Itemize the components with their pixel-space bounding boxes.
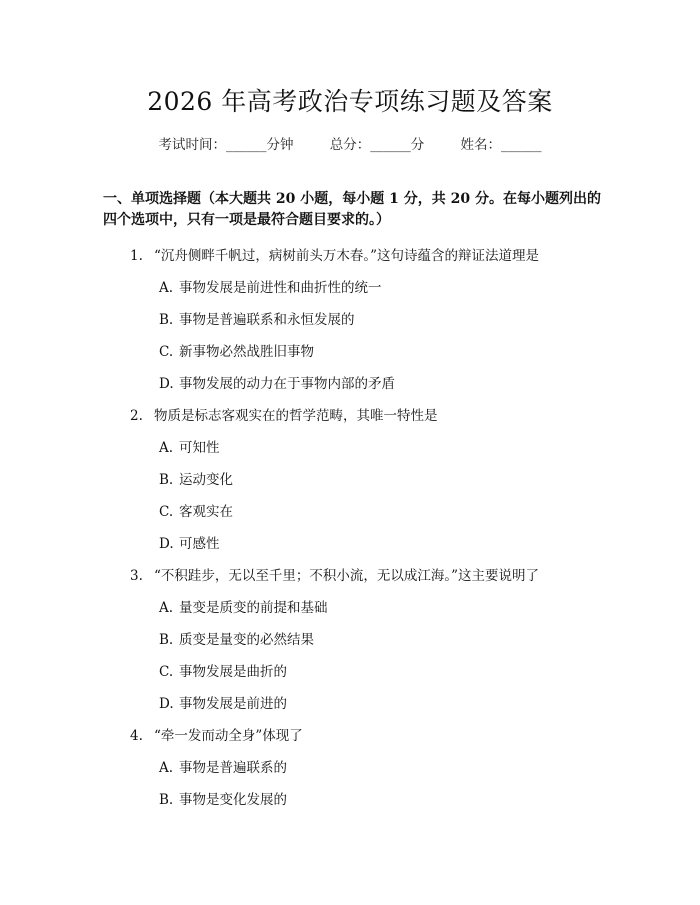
question-number: 2.: [130, 408, 143, 424]
option-text: 事物发展是前进的: [179, 696, 287, 712]
option-letter: D.: [159, 696, 174, 712]
option-2b: [159, 468, 233, 488]
option-4a: [159, 756, 287, 776]
option-1c: [159, 340, 314, 360]
option-letter: B.: [159, 472, 174, 488]
question-1: [130, 244, 539, 264]
question-2: [130, 404, 438, 424]
question-text: “沉舟侧畔千帆过，病树前头万木春。”这句诗蕴含的辩证法道理是: [154, 248, 540, 264]
question-text: “牵一发而动全身”体现了: [154, 728, 303, 744]
option-letter: A.: [159, 600, 174, 616]
option-text: 事物是普遍联系和永恒发展的: [179, 312, 355, 328]
option-letter: D.: [159, 536, 174, 552]
option-letter: B.: [159, 312, 174, 328]
option-3d: [159, 692, 287, 712]
option-letter: B.: [159, 792, 174, 808]
option-letter: C.: [159, 504, 174, 520]
option-text: 质变是量变的必然结果: [179, 632, 314, 648]
page-title: 2026 年高考政治专项练习题及答案: [147, 87, 553, 116]
option-text: 可知性: [179, 440, 220, 456]
question-number: 3.: [130, 568, 143, 584]
exam-meta: [0, 133, 700, 153]
option-text: 客观实在: [179, 504, 233, 520]
option-letter: A.: [159, 280, 174, 296]
option-text: 事物是变化发展的: [179, 792, 287, 808]
question-4: [130, 724, 303, 744]
option-1a: [159, 276, 382, 296]
option-4b: [159, 788, 287, 808]
exam-time-label: 考试时间：______分钟: [158, 137, 294, 153]
option-text: 事物发展是前进性和曲折性的统一: [179, 280, 382, 296]
question-number: 1.: [130, 248, 143, 264]
option-text: 可感性: [179, 536, 220, 552]
option-1d: [159, 372, 395, 392]
student-name-label: 姓名：______: [460, 137, 542, 153]
option-text: 事物发展是曲折的: [179, 664, 287, 680]
question-text: “不积跬步，无以至千里；不积小流，无以成江海。”这主要说明了: [154, 568, 540, 584]
option-text: 运动变化: [179, 472, 233, 488]
option-letter: B.: [159, 632, 174, 648]
option-text: 事物发展的动力在于事物内部的矛盾: [179, 376, 395, 392]
option-letter: C.: [159, 344, 174, 360]
option-3b: [159, 628, 314, 648]
total-score-label: 总分：______分: [329, 137, 425, 153]
section-heading: 一、单项选择题（本大题共 20 小题，每小题 1 分，共 20 分。在每小题列出的四个选项中，只有一项是最符合题目要求的。）: [103, 191, 601, 228]
option-text: 新事物必然战胜旧事物: [179, 344, 314, 360]
option-text: 量变是质变的前提和基础: [179, 600, 328, 616]
option-letter: C.: [159, 664, 174, 680]
option-letter: A.: [159, 440, 174, 456]
option-letter: D.: [159, 376, 174, 392]
option-2d: [159, 532, 220, 552]
question-number: 4.: [130, 728, 143, 744]
option-2c: [159, 500, 233, 520]
option-letter: A.: [159, 760, 174, 776]
option-text: 事物是普遍联系的: [179, 760, 287, 776]
option-3c: [159, 660, 287, 680]
option-2a: [159, 436, 220, 456]
question-3: [130, 564, 539, 584]
option-1b: [159, 308, 355, 328]
option-3a: [159, 596, 328, 616]
question-text: 物质是标志客观实在的哲学范畴，其唯一特性是: [154, 408, 438, 424]
